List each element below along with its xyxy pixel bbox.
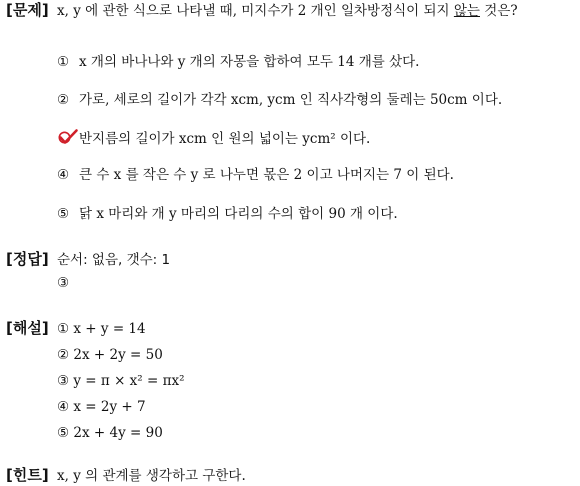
option-number: ⑤ [57, 206, 70, 222]
option-number: ④ [57, 167, 70, 183]
question-text-pre: x, y 에 관한 식으로 나타낼 때, 미지수가 2 개인 일차방정식이 되지 [57, 3, 454, 19]
question-text [57, 2, 518, 20]
problem-label: [문제] [6, 1, 49, 19]
option-3 [57, 128, 370, 151]
answer-choice: ③ [57, 275, 70, 291]
option-text: 반지름의 길이가 xcm 인 원의 넓이는 ycm² 이다. [79, 131, 371, 147]
hint-text: x, y 의 관계를 생각하고 구한다. [57, 468, 246, 484]
question-underlined-word: 않는 [453, 3, 480, 19]
option-number: ① [57, 54, 70, 70]
question-text-post: 것은? [479, 3, 518, 19]
option-1 [57, 53, 419, 71]
solution-line: ③ y = π × x² = πx² [57, 373, 185, 389]
option-text: 가로, 세로의 길이가 각각 xcm, ycm 인 직사각형의 둘레는 50cm 이다. [79, 92, 503, 108]
option-text: 닭 x 마리와 개 y 마리의 다리의 수의 합이 90 개 이다. [79, 206, 398, 222]
solution-line: ④ x = 2y + 7 [57, 399, 146, 415]
option-text: 큰 수 x 를 작은 수 y 로 나누면 몫은 2 이고 나머지는 7 이 된다. [79, 167, 454, 183]
solution-line: ① x + y = 14 [57, 321, 146, 337]
solution-label: [해설] [6, 319, 49, 337]
answer-label: [정답] [6, 250, 49, 268]
answer-summary: 순서: 없음, 갯수: 1 [57, 252, 171, 268]
option-text: x 개의 바나나와 y 개의 자몽을 합하여 모두 14 개를 샀다. [79, 54, 420, 70]
option-5 [57, 205, 398, 223]
option-2 [57, 91, 502, 109]
solution-line: ⑤ 2x + 4y = 90 [57, 425, 163, 441]
option-4 [57, 166, 454, 184]
check-mark-icon [57, 128, 79, 151]
solution-line: ② 2x + 2y = 50 [57, 347, 163, 363]
option-number: ② [57, 92, 70, 108]
hint-label: [힌트] [6, 466, 49, 484]
